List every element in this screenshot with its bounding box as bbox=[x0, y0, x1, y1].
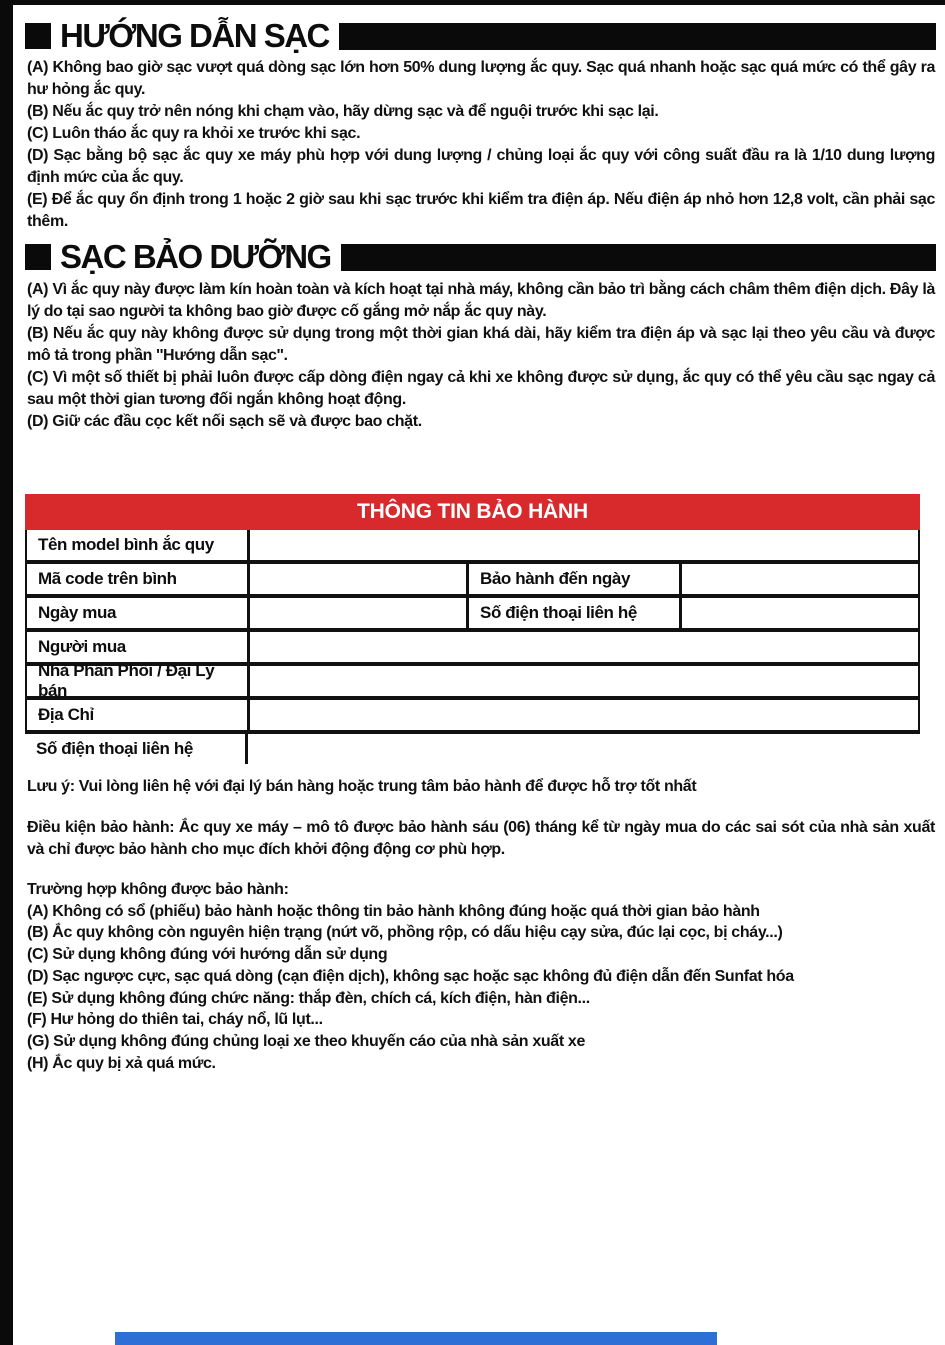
warranty-table bbox=[25, 530, 920, 764]
black-square-bullet-icon bbox=[25, 23, 51, 49]
maintenance-paragraph-a: (A) Vì ắc quy này được làm kín hoàn toàn và kích hoạt tại nhà máy, không cần bảo trì bằng cách châm thêm điện dịch. Đây là lý do tại sao người ta không bao giờ được cố gắng mở nắp ắc quy này. bbox=[27, 281, 935, 320]
table-row-distributor bbox=[25, 661, 920, 700]
value-cell-empty bbox=[682, 564, 918, 594]
value-cell-empty bbox=[682, 598, 918, 628]
contact-note: Lưu ý: Vui lòng liên hệ với đại lý bán hàng hoặc trung tâm bảo hành để được hỗ trợ tốt nhất bbox=[27, 778, 697, 795]
charging-paragraph-a: (A) Không bao giờ sạc vượt quá dòng sạc lớn hơn 50% dung lượng ắc quy. Sạc quá nhanh hoặc sạc quá mức có thể gây ra hư hỏng ắc quy. bbox=[27, 59, 935, 98]
value-cell-empty bbox=[250, 700, 918, 730]
charging-instructions-block bbox=[27, 57, 935, 233]
row-label: Nhà Phân Phối / Đại Lý bán bbox=[27, 666, 250, 696]
exclusion-item-f: (F) Hư hỏng do thiên tai, cháy nổ, lũ lụt... bbox=[27, 1011, 323, 1029]
value-cell-empty bbox=[250, 632, 918, 662]
exclusion-item-a: (A) Không có sổ (phiếu) bảo hành hoặc thông tin bảo hành không đúng hoặc quá thời gian bảo hành bbox=[27, 902, 760, 920]
section-header-maintenance bbox=[25, 238, 936, 275]
exclusion-item-h: (H) Ắc quy bị xả quá mức. bbox=[27, 1054, 216, 1072]
exclusions-title: Trường hợp không được bảo hành: bbox=[27, 881, 289, 898]
row-label-secondary: Bảo hành đến ngày bbox=[469, 564, 682, 594]
maintenance-paragraph-b: (B) Nếu ắc quy này không được sử dụng trong một thời gian khá dài, hãy kiểm tra điện áp và sạc lại theo yêu cầu và được mô tả trong phần ''Hướng dẫn sạc''. bbox=[27, 325, 935, 364]
exclusion-item-g: (G) Sử dụng không đúng chủng loại xe theo khuyến cáo của nhà sản xuất xe bbox=[27, 1032, 586, 1050]
charging-paragraph-e: (E) Để ắc quy ổn định trong 1 hoặc 2 giờ sau khi sạc trước khi kiểm tra điện áp. Nếu điện áp nhỏ hơn 12,8 volt, cần phải sạc thêm. bbox=[27, 191, 935, 230]
row-label: Ngày mua bbox=[27, 598, 250, 628]
row-label: Số điện thoại liên hệ bbox=[25, 734, 248, 764]
maintenance-paragraph-d: (D) Giữ các đầu cọc kết nối sạch sẽ và được bao chặt. bbox=[27, 413, 422, 430]
exclusion-item-c: (C) Sử dụng không đúng với hướng dẫn sử dụng bbox=[27, 946, 388, 964]
table-row-code bbox=[25, 564, 920, 598]
value-cell-empty bbox=[250, 530, 918, 560]
table-row-purchase-date bbox=[25, 598, 920, 632]
warranty-exclusions-block bbox=[27, 879, 935, 1074]
footer-blue-bar bbox=[115, 1332, 717, 1345]
header-black-bar bbox=[341, 244, 936, 271]
table-row-phone bbox=[25, 734, 920, 764]
header-black-bar bbox=[339, 23, 936, 50]
warranty-table-header bbox=[25, 494, 920, 530]
exclusion-item-b: (B) Ắc quy không còn nguyên hiện trạng (nứt võ, phồng rộp, có dấu hiệu cạy sửa, đúc lại cọc, bị cháy...) bbox=[27, 924, 783, 942]
charging-paragraph-d: (D) Sạc bằng bộ sạc ắc quy xe máy phù hợp với dung lượng / chủng loại ắc quy với công suất đầu ra là 1/10 dung lượng định mức của ắc quy. bbox=[27, 147, 935, 186]
section-title-maintenance: SẠC BẢO DƯỠNG bbox=[60, 238, 331, 275]
exclusion-item-d: (D) Sạc ngược cực, sạc quá dòng (cạn điện dịch), không sạc hoặc sạc không đủ điện dẫn đến Sunfat hóa bbox=[27, 967, 794, 985]
exclusion-item-e: (E) Sử dụng không đúng chức năng: thắp đèn, chích cá, kích điện, hàn điện... bbox=[27, 989, 590, 1007]
row-label: Địa Chỉ bbox=[27, 700, 250, 730]
section-title-charging: HƯỚNG DẪN SẠC bbox=[60, 17, 329, 54]
row-label: Người mua bbox=[27, 632, 250, 662]
warranty-table-title: THÔNG TIN BẢO HÀNH bbox=[357, 500, 588, 523]
section-header-charging bbox=[25, 17, 936, 54]
charging-paragraph-b: (B) Nếu ắc quy trở nên nóng khi chạm vào, hãy dừng sạc và để nguội trước khi sạc lại. bbox=[27, 103, 659, 120]
value-cell-empty bbox=[250, 598, 469, 628]
maintenance-paragraph-c: (C) Vì một số thiết bị phải luôn được cấp dòng điện ngay cả khi xe không được sử dụng, ắc quy có thể yêu cầu sạc ngay cả sau một thời gian tương đối ngắn không hoạt động. bbox=[27, 369, 935, 408]
table-row-address bbox=[25, 700, 920, 734]
table-row-model bbox=[25, 530, 920, 564]
charging-paragraph-c: (C) Luôn tháo ắc quy ra khỏi xe trước khi sạc. bbox=[27, 125, 361, 142]
value-cell-empty bbox=[248, 734, 920, 764]
maintenance-instructions-block bbox=[27, 279, 935, 433]
row-label-secondary: Số điện thoại liên hệ bbox=[469, 598, 682, 628]
value-cell-empty bbox=[250, 564, 469, 594]
black-square-bullet-icon bbox=[25, 244, 51, 270]
warranty-conditions: Điều kiện bảo hành: Ắc quy xe máy – mô tô được bảo hành sáu (06) tháng kể từ ngày mua do các sai sót của nhà sản xuất và chỉ được bảo hành cho mục đích khởi động động cơ phù hợp. bbox=[27, 819, 935, 858]
top-border-line bbox=[0, 0, 945, 5]
value-cell-empty bbox=[250, 666, 918, 696]
row-label: Tên model bình ắc quy bbox=[27, 530, 250, 560]
left-border-bar bbox=[0, 0, 13, 1345]
row-label: Mã code trên bình bbox=[27, 564, 250, 594]
